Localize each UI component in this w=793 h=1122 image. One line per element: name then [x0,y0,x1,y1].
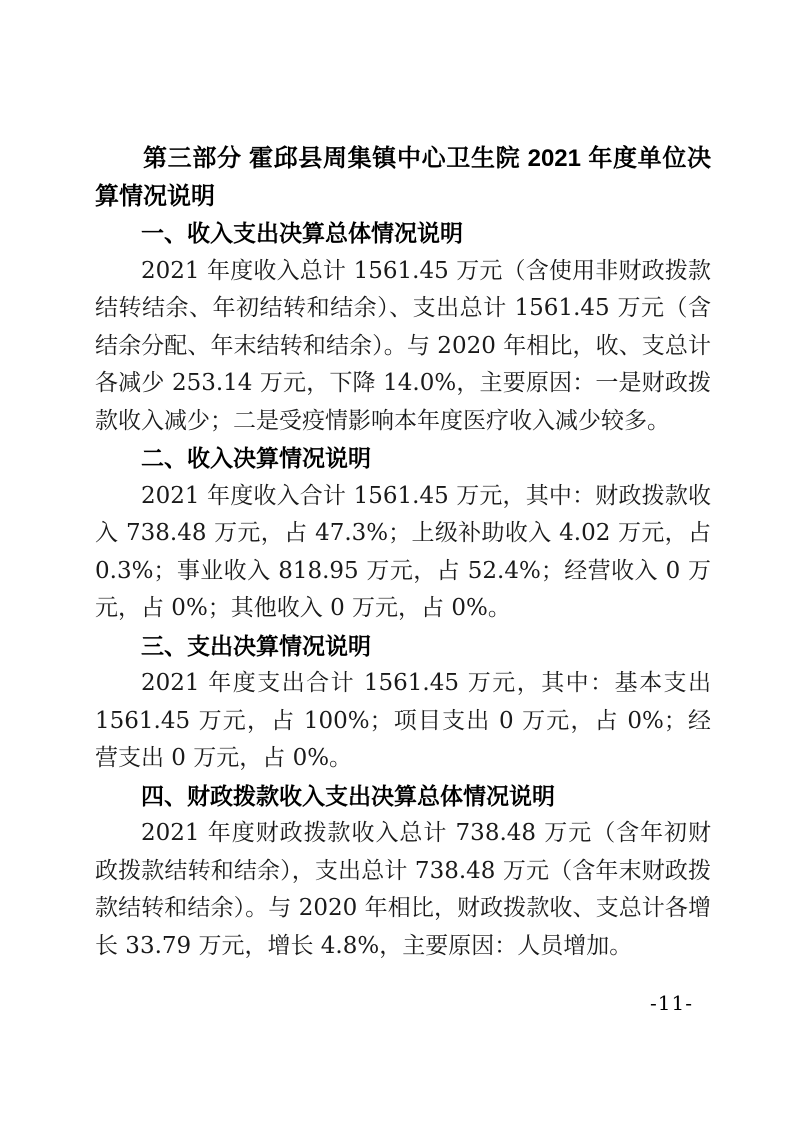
section-expenditure-details [95,628,711,778]
section-paragraph-2: 2021 年度收入合计 1561.45 万元，其中：财政拨款收入 738.48 万元，占 47.3%；上级补助收入 4.02 万元，占 0.3%；事业收入 818.95 万元，占 52.4%；经营收入 0 万元，占 0%；其他收入 0 万元，占 0%。 [95,482,711,621]
document-content [95,140,711,965]
section-paragraph-3: 2021 年度支出合计 1561.45 万元，其中：基本支出 1561.45 万元，占 100%；项目支出 0 万元，占 0%；经营支出 0 万元，占 0%。 [95,670,711,771]
page-number: -11- [650,991,693,1015]
section-heading-3: 三、支出决算情况说明 [141,632,371,659]
section-fiscal-appropriation-overview [95,778,711,966]
section-heading-4: 四、财政拨款收入支出决算总体情况说明 [141,782,555,809]
document-title: 第三部分 霍邱县周集镇中心卫生院 2021 年度单位决算情况说明 [95,145,711,210]
section-heading-1: 一、收入支出决算总体情况说明 [141,220,463,246]
section-paragraph-4: 2021 年度财政拨款收入总计 738.48 万元（含年初财政拨款结转和结余），支出总计 738.48 万元（含年末财政拨款结转和结余）。与 2020 年相比，财政拨款收、支总计各增长 33.79 万元，增长 4.8%，主要原因：人员增加。 [95,820,711,959]
section-paragraph-1: 2021 年度收入总计 1561.45 万元（含使用非财政拨款结转结余、年初结转和结余）、支出总计 1561.45 万元（含结余分配、年末结转和结余）。与 2020 年相比，收、支总计各减少 253.14 万元，下降 14.0%，主要原因：一是财政拨款收入减少；二是受疫情影响本年度医疗收入减少较多。 [95,257,711,434]
section-heading-2: 二、收入决算情况说明 [141,445,371,471]
section-income-details [95,440,711,628]
section-income-expenditure-overview [95,215,711,440]
